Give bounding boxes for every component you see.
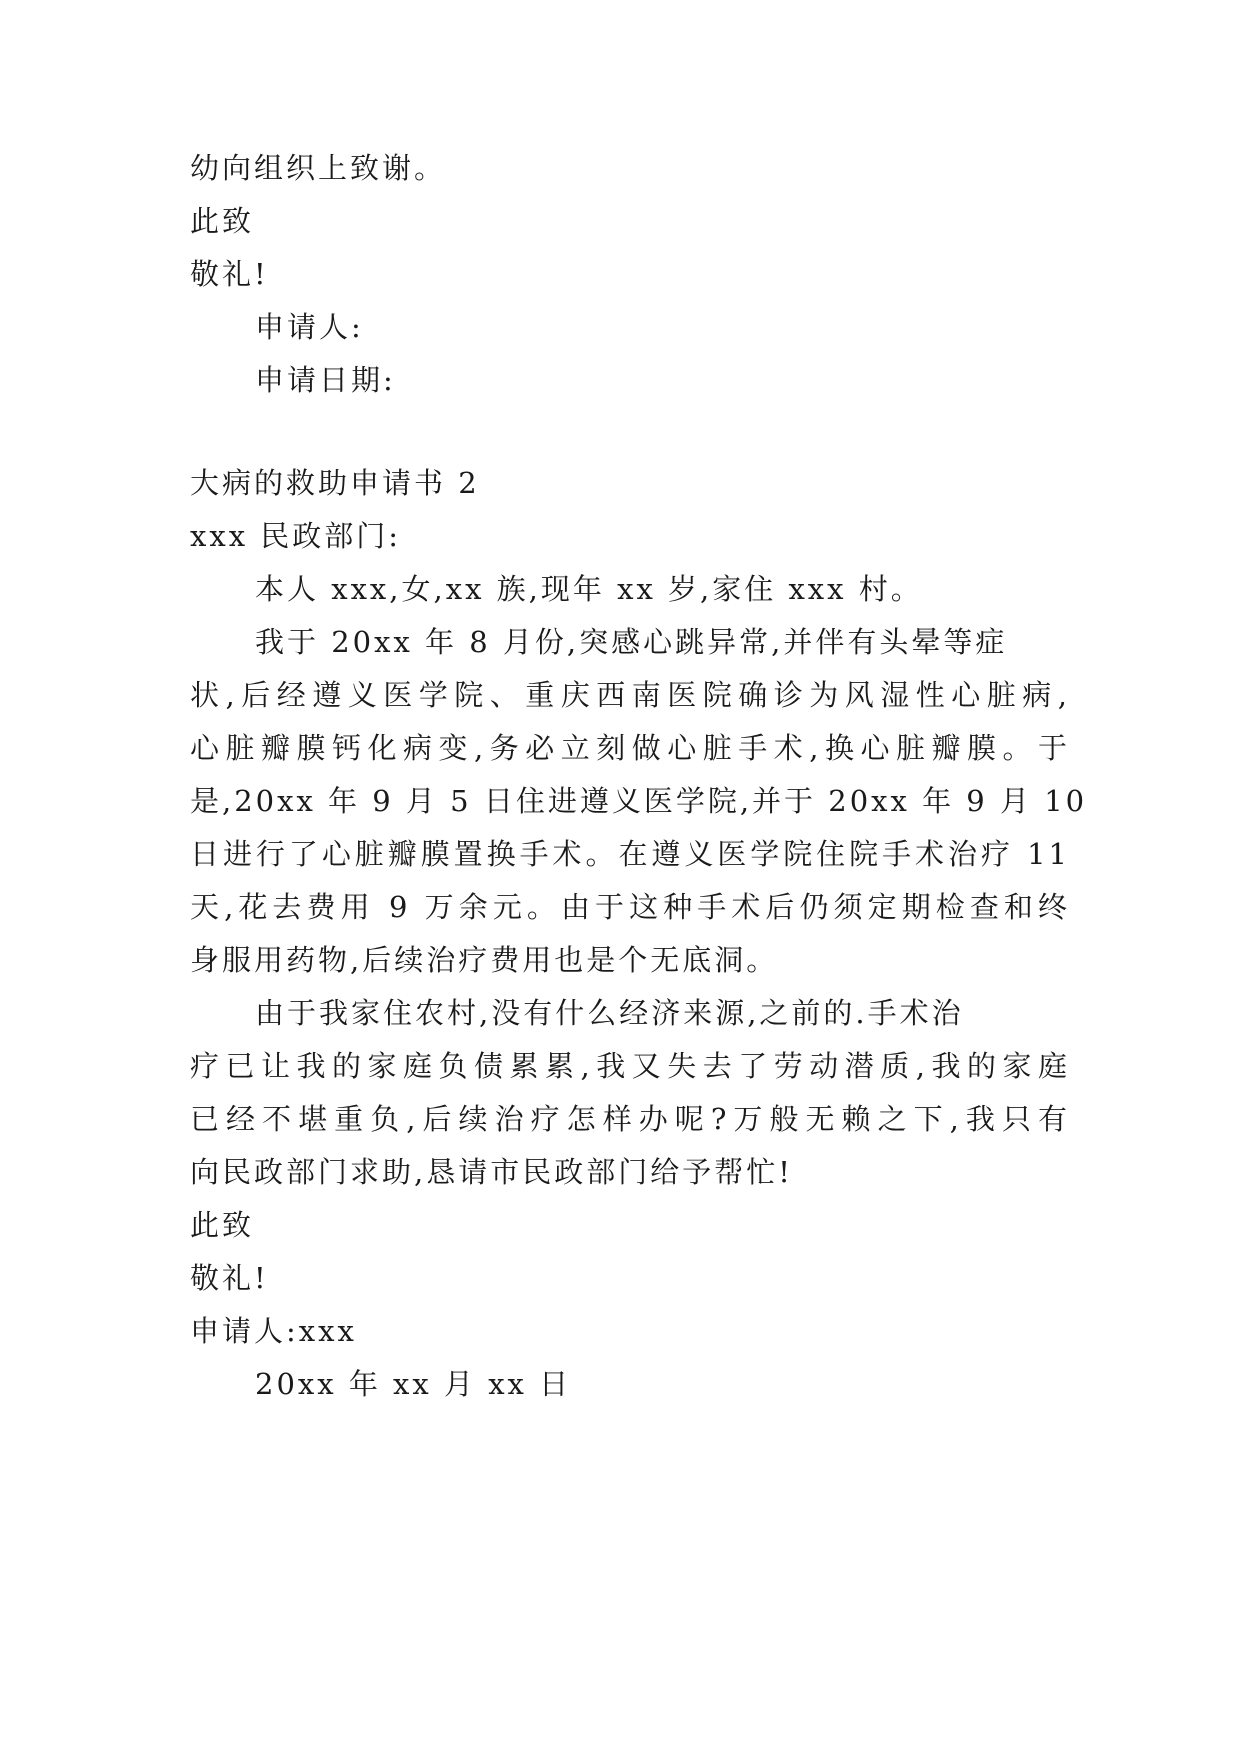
- para1-line: 状,后经遵义医学院、重庆西南医院确诊为风湿性心脏病,: [190, 678, 1070, 712]
- applicant-signature: 申请人:xxx: [190, 1314, 357, 1348]
- date-label: 申请日期:: [255, 363, 396, 397]
- para1-line: 日进行了心脏瓣膜置换手术。在遵义医学院住院手术治疗 11: [190, 837, 1070, 871]
- recipient-line: xxx 民政部门:: [190, 519, 402, 553]
- para1-line: 是,20xx 年 9 月 5 日住进遵义医学院,并于 20xx 年 9 月 10: [190, 784, 1088, 818]
- application-date: 20xx 年 xx 月 xx 日: [255, 1367, 572, 1401]
- para1-line: 身服用药物,后续治疗费用也是个无底洞。: [190, 943, 779, 977]
- para2-line: 向民政部门求助,恳请市民政部门给予帮忙!: [190, 1155, 793, 1189]
- document-title: 大病的救助申请书 2: [190, 466, 480, 500]
- para1-line: 我于 20xx 年 8 月份,突感心跳异常,并伴有头晕等症: [255, 625, 1008, 659]
- applicant-label: 申请人:: [255, 310, 364, 344]
- para2-line: 已经不堪重负,后续治疗怎样办呢?万般无赖之下,我只有: [190, 1102, 1070, 1136]
- salutation-line-1: 此致: [190, 1208, 255, 1242]
- salutation-line-2: 敬礼!: [190, 257, 269, 291]
- para1-line: 心脏瓣膜钙化病变,务必立刻做心脏手术,换心脏瓣膜。于: [190, 731, 1070, 765]
- intro-paragraph: 本人 xxx,女,xx 族,现年 xx 岁,家住 xxx 村。: [255, 572, 923, 606]
- para2-line: 由于我家住农村,没有什么经济来源,之前的.手术治: [255, 996, 964, 1030]
- salutation-line-2: 敬礼!: [190, 1261, 269, 1295]
- closing-text: 幼向组织上致谢。: [190, 151, 447, 185]
- salutation-line-1: 此致: [190, 204, 255, 238]
- para2-line: 疗已让我的家庭负债累累,我又失去了劳动潜质,我的家庭: [190, 1049, 1070, 1083]
- para1-line: 天,花去费用 9 万余元。由于这种手术后仍须定期检查和终: [190, 890, 1070, 924]
